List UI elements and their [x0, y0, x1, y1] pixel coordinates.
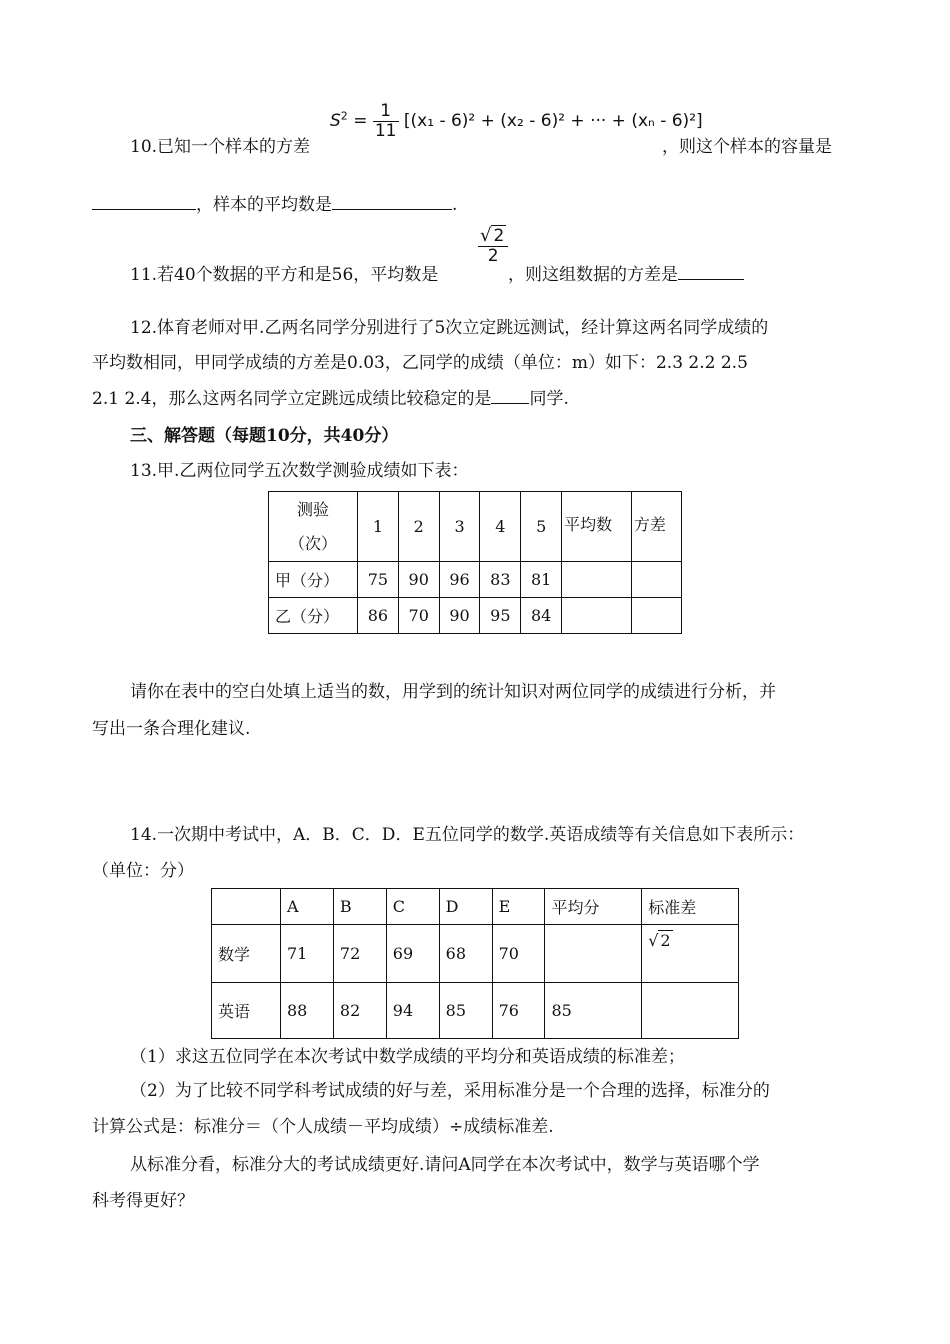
q13-cell: 84: [521, 598, 562, 634]
q13-score-table: [268, 491, 682, 634]
q14-header-row: [212, 889, 739, 925]
q14-row-label: 英语: [212, 983, 281, 1039]
q14-header-cell: [212, 889, 281, 925]
q13-cell-variance-blank[interactable]: [631, 598, 681, 634]
q13-after-line1: 请你在表中的空白处填上适当的数，用学到的统计知识对两位同学的成绩进行分析，并: [130, 682, 776, 702]
q13-cell: 81: [521, 562, 562, 598]
q14-cell: 72: [333, 925, 386, 983]
table-row: [269, 598, 682, 634]
q13-cell-variance-blank[interactable]: [631, 562, 681, 598]
formula-body: [(x₁ - 6)² + (x₂ - 6)² + ··· + (xₙ - 6)²]: [403, 111, 703, 132]
q14-line1: 14.一次期中考试中，A．B．C．D．E五位同学的数学.英语成绩等有关信息如下表所示：: [130, 825, 805, 845]
q13-header-cell: 4: [480, 492, 521, 562]
q14-cell: 70: [492, 925, 545, 983]
q14-cell: 82: [333, 983, 386, 1039]
q14-score-table: [211, 888, 739, 1039]
q13-intro: 13.甲.乙两位同学五次数学测验成绩如下表：: [130, 461, 469, 481]
q10-line2: [92, 190, 457, 215]
q14-cell: 71: [281, 925, 334, 983]
q14-header-cell: 平均分: [545, 889, 642, 925]
q14-cell: 68: [439, 925, 492, 983]
q10-blank-mean[interactable]: [332, 193, 452, 210]
q13-header-first: [269, 492, 358, 562]
q12-line2: 平均数相同，甲同学成绩的方差是0.03，乙同学的成绩（单位：m）如下：2.3 2.2 2.5: [92, 353, 748, 373]
q11-mean-fraction: $\frac{√ 2}{2}$: [478, 226, 508, 265]
q10-prefix: 10.已知一个样本的方差: [130, 137, 311, 157]
formula-frac-num: 1: [373, 102, 399, 122]
variance-formula: [330, 102, 703, 140]
q13-cell: 86: [358, 598, 399, 634]
q13-cell: 90: [439, 598, 480, 634]
q13-header-first-l2: （次）: [288, 533, 337, 553]
q14-cell-mean-blank[interactable]: [545, 925, 642, 983]
q14-header-cell: E: [492, 889, 545, 925]
q14-cell: 85: [439, 983, 492, 1039]
q14-cell: 94: [386, 983, 439, 1039]
q12-blank[interactable]: [491, 387, 529, 404]
q14-cell-sd: [642, 925, 739, 983]
table-row: [269, 562, 682, 598]
q13-row-label: 乙（分）: [269, 598, 358, 634]
sqrt-icon: √: [648, 931, 659, 950]
q13-cell: 83: [480, 562, 521, 598]
q11-blank[interactable]: [678, 263, 744, 280]
q11-suffix-wrap: [508, 260, 744, 285]
q13-header-first-l1: 测验: [296, 499, 329, 519]
section3-title: 三、解答题（每题10分，共40分）: [130, 426, 399, 446]
q12-line3-end: 同学.: [529, 389, 569, 409]
q14-cell: 69: [386, 925, 439, 983]
q14-part2-line2: 计算公式是：标准分＝（个人成绩－平均成绩）÷成绩标准差.: [92, 1117, 554, 1137]
table-row: [212, 983, 739, 1039]
q13-cell-mean-blank[interactable]: [562, 598, 632, 634]
q11-frac-num: 2: [493, 226, 505, 246]
q14-header-cell: C: [386, 889, 439, 925]
q10-suffix: ，则这个样本的容量是: [662, 137, 832, 157]
q11-line: [130, 260, 438, 285]
q14-part1: （1）求这五位同学在本次考试中数学成绩的平均分和英语成绩的标准差；: [130, 1047, 685, 1067]
q14-cell: 76: [492, 983, 545, 1039]
formula-s: S: [330, 111, 341, 132]
formula-fraction: [373, 102, 399, 140]
q10-line2-end: .: [452, 195, 458, 215]
q14-part3-line2: 科考得更好？: [92, 1191, 194, 1211]
q13-cell: 75: [358, 562, 399, 598]
q12-line3: [92, 384, 569, 409]
q14-sd-radicand: 2: [660, 931, 671, 950]
formula-s-sup: 2: [340, 109, 348, 123]
q14-row-label: 数学: [212, 925, 281, 983]
q13-header-mean: 平均数: [562, 492, 632, 562]
q12-line1: 12.体育老师对甲.乙两名同学分别进行了5次立定跳远测试，经计算这两名同学成绩的: [130, 318, 769, 338]
q14-cell: 85: [545, 983, 642, 1039]
q13-header-variance: 方差: [631, 492, 681, 562]
q10-line2-text: ，样本的平均数是: [196, 195, 332, 215]
q11-suffix: ，则这组数据的方差是: [508, 265, 678, 285]
q10-line1: [130, 132, 310, 157]
q13-header-row: [269, 492, 682, 562]
q14-cell-sd-blank[interactable]: [642, 983, 739, 1039]
q13-cell: 96: [439, 562, 480, 598]
q14-line2: （单位：分）: [92, 861, 194, 881]
q13-row-label: 甲（分）: [269, 562, 358, 598]
q13-header-cell: 3: [439, 492, 480, 562]
q13-cell: 90: [398, 562, 439, 598]
q13-after-line2: 写出一条合理化建议.: [92, 719, 251, 739]
q12-line3-text: 2.1 2.4，那么这两名同学立定跳远成绩比较稳定的是: [92, 389, 492, 409]
q14-header-cell: A: [281, 889, 334, 925]
q11-prefix: 11.若40个数据的平方和是56，平均数是: [130, 265, 439, 285]
q13-cell: 70: [398, 598, 439, 634]
q14-part2-line1: （2）为了比较不同学科考试成绩的好与差，采用标准分是一个合理的选择，标准分的: [130, 1081, 770, 1101]
q13-header-cell: 1: [358, 492, 399, 562]
q14-header-cell: 标准差: [642, 889, 739, 925]
q14-cell: 88: [281, 983, 334, 1039]
formula-eq: =: [353, 111, 368, 132]
formula-frac-den: 11: [374, 120, 397, 141]
q13-cell-mean-blank[interactable]: [562, 562, 632, 598]
table-row: [212, 925, 739, 983]
q11-frac-den: 2: [487, 245, 499, 266]
q14-header-cell: D: [439, 889, 492, 925]
q13-header-cell: 5: [521, 492, 562, 562]
q14-part3-line1: 从标准分看，标准分大的考试成绩更好.请问A同学在本次考试中，数学与英语哪个学: [130, 1155, 760, 1175]
q14-header-cell: B: [333, 889, 386, 925]
q13-cell: 95: [480, 598, 521, 634]
q13-header-cell: 2: [398, 492, 439, 562]
q10-blank-capacity[interactable]: [92, 193, 196, 210]
